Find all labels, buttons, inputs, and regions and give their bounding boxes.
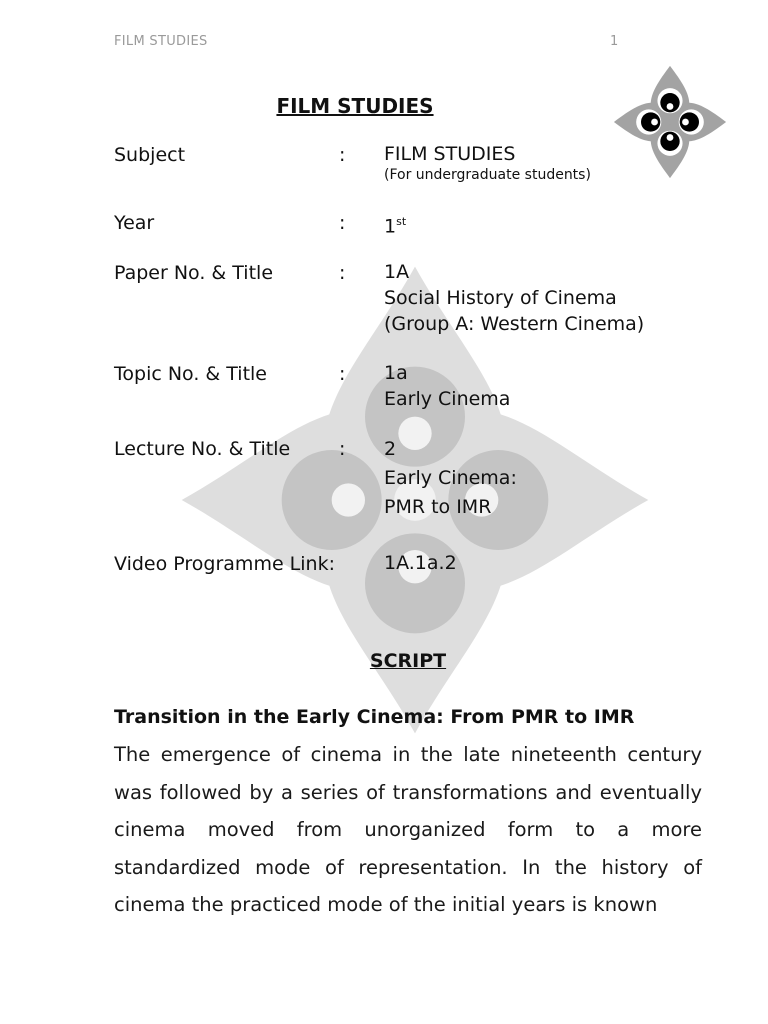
paper-group: (Group A: Western Cinema) [384, 313, 645, 335]
subject-note: (For undergraduate students) [384, 167, 591, 183]
lecture-colon: : [339, 438, 346, 460]
topic-label: Topic No. & Title [114, 363, 267, 385]
subject-colon: : [339, 144, 346, 166]
lecture-number: 2 [384, 438, 397, 460]
paper-value-block [384, 259, 644, 337]
topic-number: 1a [384, 362, 408, 384]
subject-label: Subject [114, 144, 186, 166]
document-title: FILM STUDIES [276, 94, 434, 118]
topic-title: Early Cinema [384, 388, 511, 410]
script-heading: SCRIPT [369, 650, 447, 672]
lecture-title: Early Cinema: [384, 467, 517, 489]
paper-colon: : [339, 262, 346, 284]
paper-label: Paper No. & Title [114, 262, 274, 284]
year-value-block [384, 209, 406, 239]
topic-colon: : [339, 363, 346, 385]
page-number: 1 [610, 34, 619, 49]
year-value: 1 [384, 215, 397, 238]
year-label: Year [114, 212, 155, 234]
topic-value-block [384, 360, 510, 412]
lecture-subtitle: PMR to IMR [384, 496, 492, 518]
subject-value: FILM STUDIES [384, 143, 516, 165]
subject-value-block [384, 141, 591, 183]
paper-title: Social History of Cinema [384, 287, 617, 309]
section-heading: Transition in the Early Cinema: From PMR to IMR [114, 706, 635, 728]
four-petal-flower-logo-icon [612, 64, 728, 180]
paper-number: 1A [384, 261, 410, 283]
body-paragraph: The emergence of cinema in the late nineteenth century was followed by a series of transformations and eventually cinema moved from unorganized form to a more standardized mode of representation. In the history of cinema the practiced mode of the initial years is known [114, 743, 702, 917]
year-ordinal-suffix: st [396, 215, 407, 228]
lecture-label: Lecture No. & Title [114, 438, 291, 460]
running-header-title: FILM STUDIES [114, 34, 208, 49]
year-colon: : [339, 212, 346, 234]
lecture-value-block [384, 435, 517, 522]
video-link-label: Video Programme Link: [114, 553, 335, 575]
video-link-value: 1A.1a.2 [384, 552, 457, 574]
